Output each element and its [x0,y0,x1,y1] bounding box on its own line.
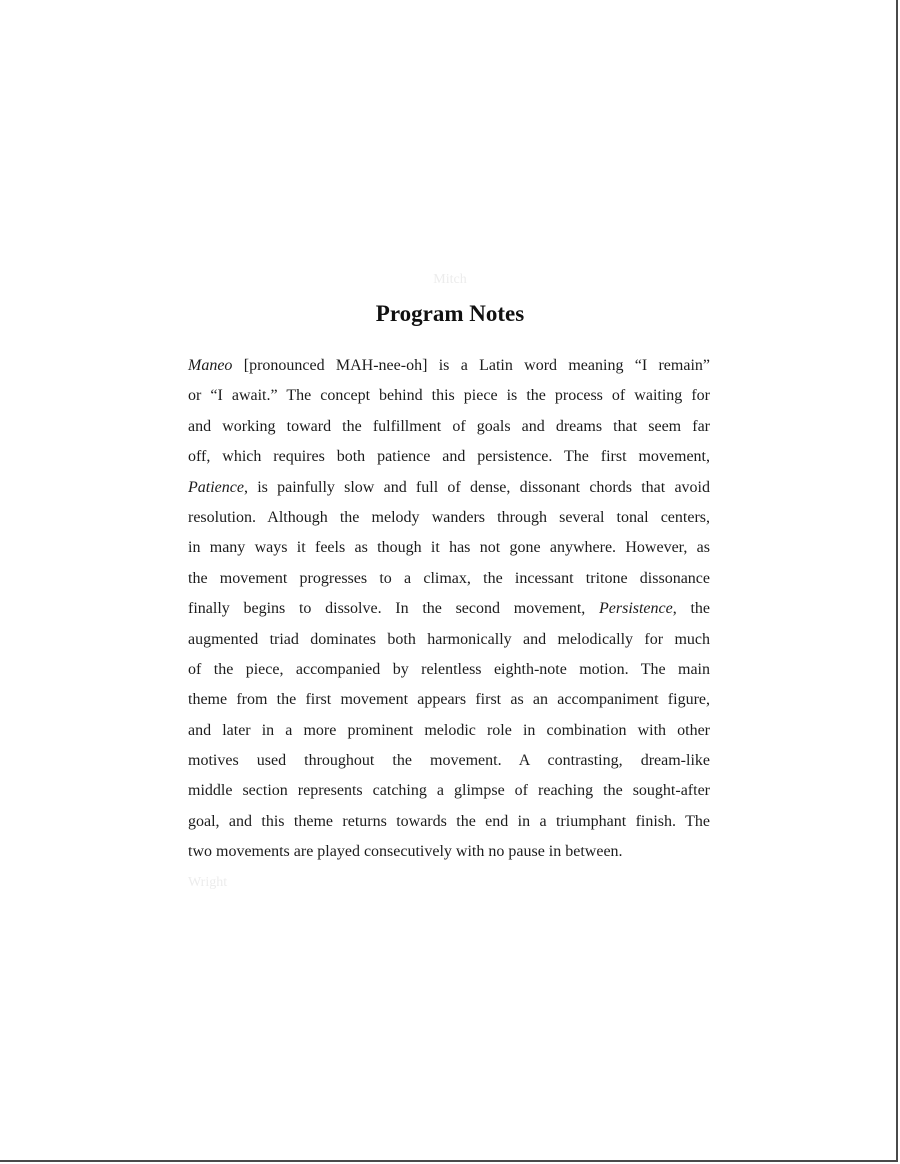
watermark-bottom: Wright [188,875,228,890]
paragraph-line [188,719,710,749]
text-run: and later in a more prominent melodic role in combination with other [188,721,710,739]
text-run: theme from the first movement appears first as an accompaniment figure, [188,691,710,709]
italic-title-text: Maneo [188,357,233,374]
paragraph-line [188,476,710,506]
text-run: finally begins to dissolve. In the second movement, [188,600,599,618]
text-run: of the piece, accompanied by relentless eighth-note motion. The main [188,660,710,678]
paragraph-line [188,688,710,718]
text-run: goal, and this theme returns towards the end in a triumphant finish. The [188,812,710,830]
paragraph-line [188,415,710,445]
paragraph-line [188,445,710,475]
text-run: in many ways it feels as though it has not gone anywhere. However, as [188,539,710,557]
text-run: off, which requires both patience and persistence. The first movement, [188,448,710,466]
text-run: or “I await.” The concept behind this piece is the process of waiting for [188,387,710,405]
paragraph-line [188,597,710,627]
page-title: Program Notes [375,301,525,326]
text-run: augmented triad dominates both harmonically and melodically for much [188,630,710,648]
paragraph-line [188,354,710,384]
paragraph-line [188,840,710,870]
paragraph-line [188,384,710,414]
paragraph-line [188,658,710,688]
watermark-top: Mitch [433,272,467,287]
text-run: middle section represents catching a glimpse of reaching the sought-after [188,782,710,800]
paragraph-line [188,749,710,779]
text-run: , is painfully slow and full of dense, dissonant chords that avoid [243,478,710,496]
text-run: resolution. Although the melody wanders through several tonal centers, [188,508,710,526]
text-run: motives used throughout the movement. A contrasting, dream-like [188,752,710,770]
paragraph-line [188,628,710,658]
text-run: [pronounced MAH-nee-oh] is a Latin word meaning “I remain” [232,357,710,374]
italic-title-text: Patience [188,478,244,496]
paragraph-line [188,779,710,809]
text-run: two movements are played consecutively with no pause in between. [188,843,623,861]
program-notes-paragraph [188,354,710,871]
text-run: , the [672,600,710,618]
paragraph-line [188,536,710,566]
italic-title-text: Persistence [598,600,673,618]
text-run: and working toward the fulfillment of goals and dreams that seem far [188,417,710,435]
paragraph-line [188,810,710,840]
paragraph-line [188,567,710,597]
text-run: the movement progresses to a climax, the incessant tritone dissonance [188,569,710,587]
paragraph-line [188,506,710,536]
